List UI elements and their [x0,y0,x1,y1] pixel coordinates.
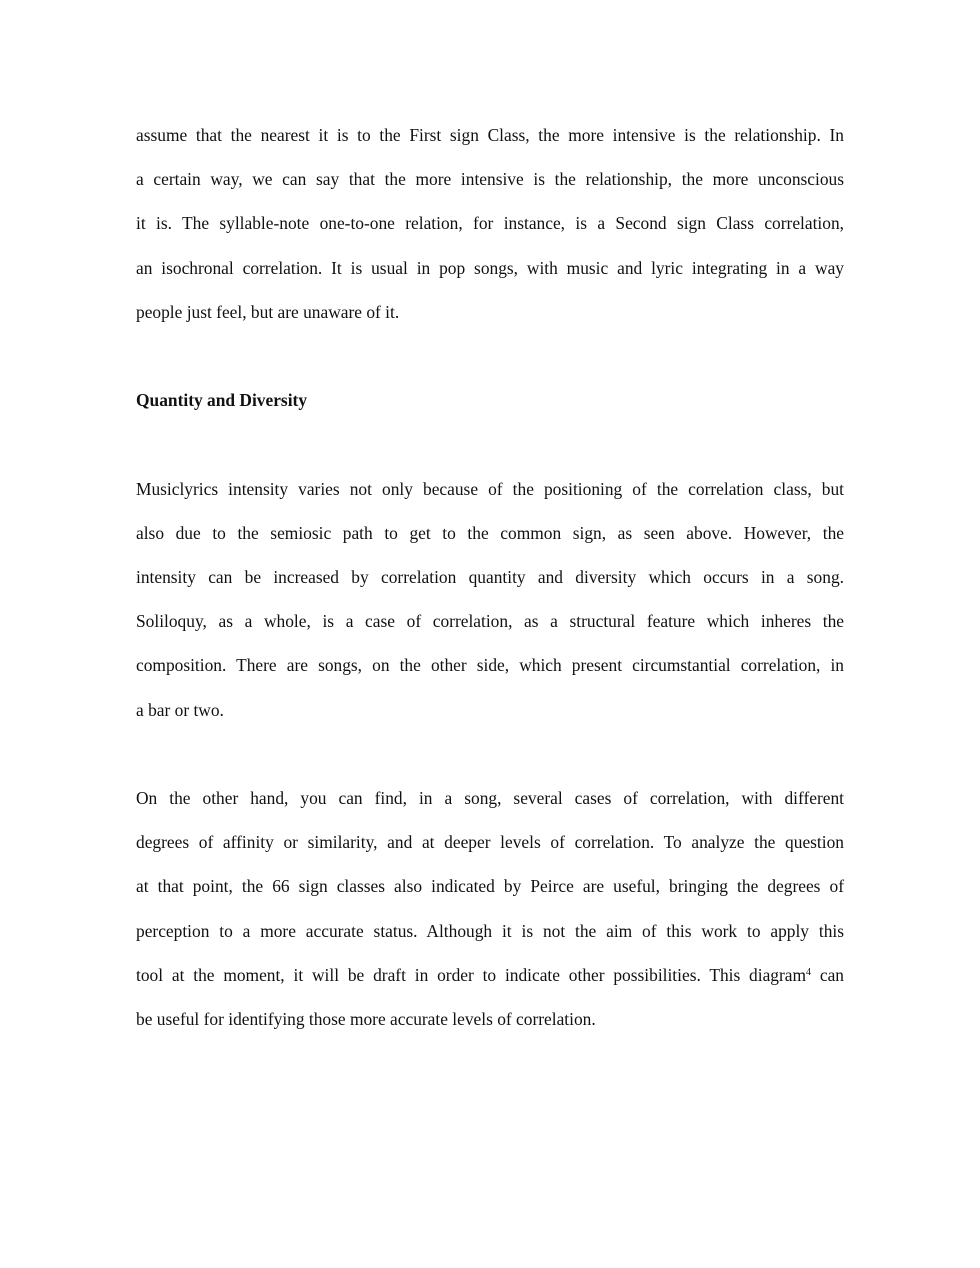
paragraph-line: a certain way, we can say that the more intensive is the relationship, the more unconscious [136,169,844,190]
document-page [136,113,844,1041]
paragraph-line: assume that the nearest it is to the First sign Class, the more intensive is the relationship. In [136,125,844,145]
paragraph-line: be useful for identifying those more accurate levels of correlation. [136,1009,596,1030]
paragraph-line: at that point, the 66 sign classes also indicated by Peirce are useful, bringing the degrees of [136,876,844,897]
paragraph-line: it is. The syllable-note one-to-one relation, for instance, is a Second sign Class correlation, [136,213,844,234]
paragraph-line: perception to a more accurate status. Although it is not the aim of this work to apply this [136,920,844,941]
paragraph-2 [136,467,844,732]
paragraph-line: a bar or two. [136,699,224,720]
paragraph-line: degrees of affinity or similarity, and at deeper levels of correlation. To analyze the question [136,832,844,853]
paragraph-line: an isochronal correlation. It is usual in pop songs, with music and lyric integrating in a way [136,257,844,278]
paragraph-line [136,953,844,997]
paragraph-1 [136,113,844,334]
paragraph-3 [136,776,844,1041]
paragraph-line: people just feel, but are unaware of it. [136,301,400,322]
paragraph-spacer [136,422,844,466]
paragraph-spacer [136,732,844,776]
paragraph-line: also due to the semiosic path to get to the common sign, as seen above. However, the [136,522,844,543]
paragraph-line: Musiclyrics intensity varies not only because of the positioning of the correlation class, but [136,478,844,499]
section-heading: Quantity and Diversity [136,390,308,411]
paragraph-line: On the other hand, you can find, in a song, several cases of correlation, with different [136,788,844,808]
paragraph-line: composition. There are songs, on the other side, which present circumstantial correlation, in [136,655,844,676]
line-text: can [811,964,845,985]
paragraph-line: Soliloquy, as a whole, is a case of correlation, as a structural feature which inheres the [136,611,844,632]
footnote-marker[interactable]: 4 [806,966,812,978]
paragraph-spacer [136,334,844,378]
line-text: tool at the moment, it will be draft in order to indicate other possibilities. This diagram [136,964,807,985]
paragraph-line: intensity can be increased by correlation quantity and diversity which occurs in a song. [136,567,844,587]
